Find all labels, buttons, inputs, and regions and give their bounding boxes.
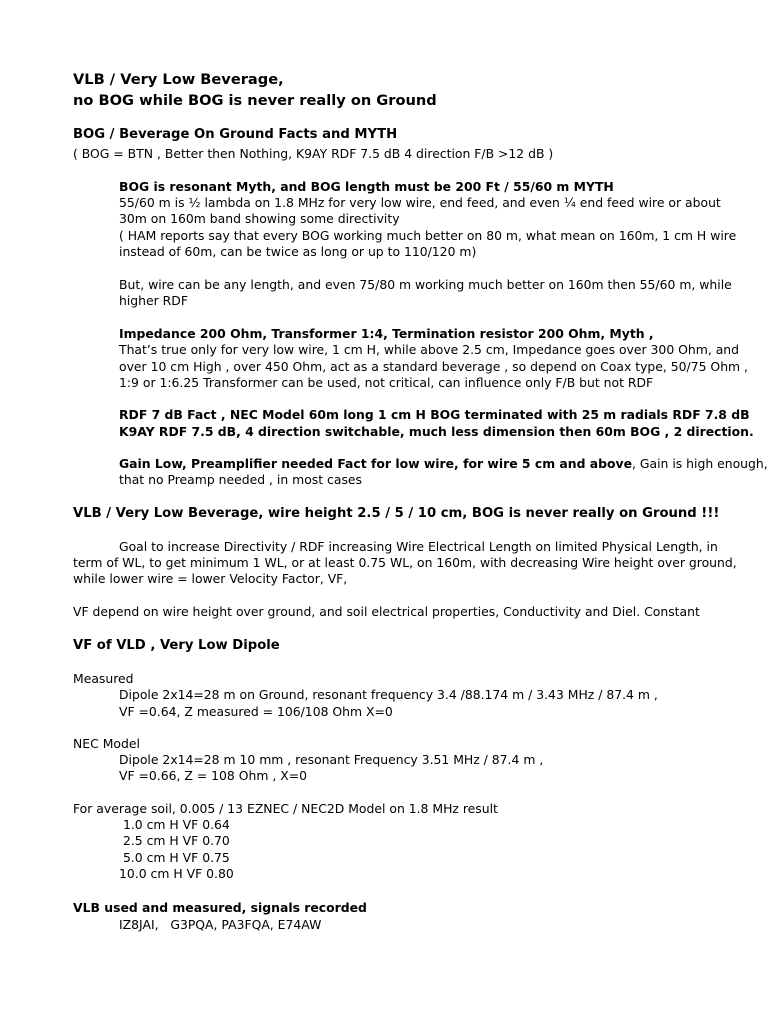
title-line-2: no BOG while BOG is never really on Ground [73, 92, 437, 109]
rdf-line-2: K9AY RDF 7.5 dB, 4 direction switchable, much less dimension then 60m BOG , 2 direction. [119, 424, 754, 439]
nec-label: NEC Model [73, 736, 140, 751]
measured-label: Measured [73, 671, 134, 686]
gain-line-1 [119, 456, 768, 472]
bog-subtitle: ( BOG = BTN , Better then Nothing, K9AY RDF 7.5 dB 4 direction F/B >12 dB ) [73, 146, 554, 161]
nec-line: VF =0.66, Z = 108 Ohm , X=0 [119, 768, 307, 783]
title-line-1: VLB / Very Low Beverage, [73, 71, 284, 88]
nec-line: Dipole 2x14=28 m 10 mm , resonant Frequency 3.51 MHz / 87.4 m , [119, 752, 544, 767]
measured-line: Dipole 2x14=28 m on Ground, resonant frequency 3.4 /88.174 m / 3.43 MHz / 87.4 m , [119, 687, 658, 702]
gain-line-2: that no Preamp needed , in most cases [119, 472, 362, 487]
wire-length-line: higher RDF [119, 293, 188, 308]
vf-table-row: 1.0 cm H VF 0.64 [119, 817, 230, 832]
soil-line: For average soil, 0.005 / 13 EZNEC / NEC2D Model on 1.8 MHz result [73, 801, 498, 816]
goal-line: term of WL, to get minimum 1 WL, or at least 0.75 WL, on 160m, with decreasing Wire height over ground, [73, 555, 737, 570]
impedance-line: over 10 cm High , over 450 Ohm, act as a standard beverage , so depend on Coax type, 50/75 Ohm , [119, 359, 748, 374]
gain-bold: Gain Low, Preamplifier needed Fact for low wire, for wire 5 cm and above [119, 456, 633, 471]
resonant-heading: BOG is resonant Myth, and BOG length must be 200 Ft / 55/60 m MYTH [119, 179, 614, 194]
impedance-heading: Impedance 200 Ohm, Transformer 1:4, Termination resistor 200 Ohm, Myth , [119, 326, 654, 341]
vf-line: VF depend on wire height over ground, and soil electrical properties, Conductivity and Diel. Constant [73, 604, 700, 619]
vlb-used-heading: VLB used and measured, signals recorded [73, 900, 367, 915]
resonant-line: 55/60 m is ½ lambda on 1.8 MHz for very low wire, end feed, and even ¼ end feed wire or about [119, 195, 721, 210]
wire-length-line: But, wire can be any length, and even 75/80 m working much better on 160m then 55/60 m, while [119, 277, 732, 292]
vld-heading: VF of VLD , Very Low Dipole [73, 638, 280, 653]
vlb-heading: VLB / Very Low Beverage, wire height 2.5 / 5 / 10 cm, BOG is never really on Ground !!! [73, 506, 720, 521]
resonant-line: instead of 60m, can be twice as long or up to 110/120 m) [119, 244, 477, 259]
measured-line: VF =0.64, Z measured = 106/108 Ohm X=0 [119, 704, 393, 719]
vf-table-row: 10.0 cm H VF 0.80 [119, 866, 234, 881]
rdf-line-1: RDF 7 dB Fact , NEC Model 60m long 1 cm H BOG terminated with 25 m radials RDF 7.8 dB [119, 407, 750, 422]
resonant-line: 30m on 160m band showing some directivity [119, 211, 400, 226]
bog-heading: BOG / Beverage On Ground Facts and MYTH [73, 127, 398, 142]
impedance-line: 1:9 or 1:6.25 Transformer can be used, not critical, can influence only F/B but not RDF [119, 375, 654, 390]
vlb-used-calls: IZ8JAI, G3PQA, PA3FQA, E74AW [119, 917, 322, 932]
gain-rest: , Gain is high enough, [632, 456, 768, 471]
impedance-line: That’s true only for very low wire, 1 cm H, while above 2.5 cm, Impedance goes over 300 Ohm, and [119, 342, 740, 357]
vf-table-row: 5.0 cm H VF 0.75 [119, 850, 230, 865]
goal-line: Goal to increase Directivity / RDF increasing Wire Electrical Length on limited Physical Length, in [119, 539, 718, 554]
resonant-line: ( HAM reports say that every BOG working much better on 80 m, what mean on 160m, 1 cm H wire [119, 228, 737, 243]
goal-line: while lower wire = lower Velocity Factor, VF, [73, 571, 348, 586]
vf-table-row: 2.5 cm H VF 0.70 [119, 833, 230, 848]
